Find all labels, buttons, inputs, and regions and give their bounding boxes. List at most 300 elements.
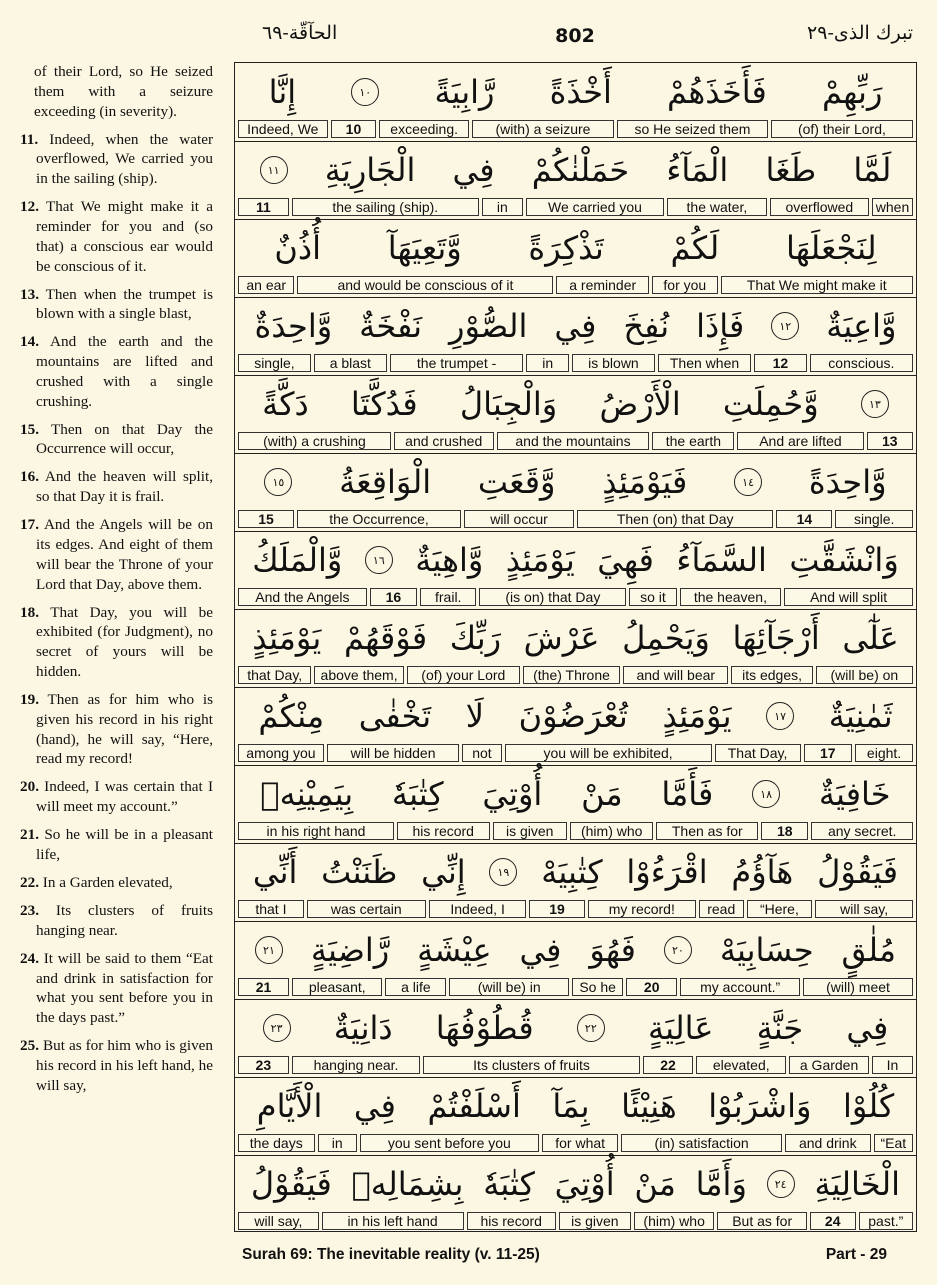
translation-column	[20, 62, 213, 1104]
arabic-word: تَخْفٰى	[358, 697, 432, 735]
arabic-word: بِيَمِيْنِهٖ	[260, 775, 354, 813]
arabic-word: إِنَّا	[268, 73, 297, 111]
english-line	[238, 120, 913, 138]
english-gloss: my record!	[588, 900, 696, 918]
arabic-word: وَّالْمَلَكُ	[252, 541, 343, 579]
ayah-marker-icon: ١٨	[752, 780, 780, 808]
english-gloss: will say,	[815, 900, 913, 918]
english-gloss: So he	[572, 978, 623, 996]
arabic-word: وَّتَعِيَهَآ	[387, 229, 462, 267]
english-gloss: (will) meet	[803, 978, 913, 996]
english-gloss: that I	[238, 900, 304, 918]
verse-translation	[20, 62, 213, 121]
arabic-line	[235, 999, 916, 1057]
arabic-word: هَنِيْئًا	[621, 1087, 677, 1125]
verse-text: And the Angels will be on its edges. And eight of them will bear the Throne of your Lord that Day, above them.	[36, 516, 213, 593]
arabic-word: فَيَقُوْلُ	[250, 1165, 332, 1203]
english-gloss: 24	[810, 1212, 856, 1230]
arabic-line	[235, 1077, 916, 1135]
ayah-marker-icon: ١٣	[861, 390, 889, 418]
english-line	[238, 822, 913, 840]
arabic-line	[235, 765, 916, 823]
english-gloss: Then (on) that Day	[577, 510, 773, 528]
english-gloss: And will split	[784, 588, 913, 606]
arabic-line	[235, 63, 916, 121]
english-gloss: and the mountains	[497, 432, 650, 450]
english-gloss: not	[462, 744, 501, 762]
english-gloss: you sent before you	[360, 1134, 539, 1152]
arabic-word: عَرْشَ	[523, 619, 600, 657]
english-line	[238, 432, 913, 450]
arabic-line	[235, 921, 916, 979]
verse-number: 21.	[20, 826, 39, 844]
verse-text: Indeed, when the water overflowed, We carried you in the sailing (ship).	[36, 130, 214, 188]
arabic-word: فَإِذَا	[696, 307, 745, 345]
english-gloss: is given	[559, 1212, 631, 1230]
english-line	[238, 588, 913, 606]
english-gloss: 22	[643, 1056, 694, 1074]
part-footer: Part - 29	[825, 1246, 887, 1263]
arabic-word: كِتٰبَهٗ	[483, 1165, 535, 1203]
verse-number: 12.	[20, 198, 39, 216]
english-gloss: an ear	[238, 276, 294, 294]
english-gloss: hanging near.	[292, 1056, 421, 1074]
english-gloss: 12	[754, 354, 807, 372]
english-line	[238, 276, 913, 294]
english-gloss: In	[872, 1056, 913, 1074]
english-gloss: a life	[385, 978, 446, 996]
arabic-word: نُفِخَ	[623, 307, 670, 345]
english-gloss: (will be) in	[449, 978, 569, 996]
english-line	[238, 1056, 913, 1074]
arabic-word: وَالْجِبَالُ	[459, 385, 558, 423]
arabic-word: وَّاعِيَةٌ	[826, 307, 897, 345]
english-gloss: And the Angels	[238, 588, 367, 606]
grid-row	[235, 765, 916, 844]
english-gloss: and would be conscious of it	[297, 276, 553, 294]
english-gloss: (with) a crushing	[238, 432, 391, 450]
arabic-word: خَافِيَةٌ	[818, 775, 891, 813]
english-line	[238, 1134, 913, 1152]
verse-translation	[20, 420, 213, 460]
verse-number: 20.	[20, 778, 39, 796]
english-gloss: And are lifted	[737, 432, 863, 450]
arabic-word: فَأَمَّا	[661, 775, 714, 813]
grid-row	[235, 63, 916, 142]
english-gloss: a blast	[314, 354, 387, 372]
english-gloss: (will be) on	[816, 666, 913, 684]
arabic-word: رَبِّكَ	[449, 619, 502, 657]
english-gloss: Then as for	[656, 822, 758, 840]
english-gloss: 10	[331, 120, 377, 138]
arabic-word: الْأَرْضُ	[599, 385, 681, 423]
english-line	[238, 198, 913, 216]
english-gloss: his record	[467, 1212, 556, 1230]
arabic-word: إِنِّي	[421, 853, 466, 891]
english-gloss: among you	[238, 744, 324, 762]
verse-translation	[20, 873, 213, 893]
verse-number: 24.	[20, 949, 39, 967]
grid-row	[235, 843, 916, 922]
verse-number: 18.	[20, 603, 39, 621]
arabic-word: كِتٰبَهٗ	[391, 775, 444, 813]
english-gloss: “Here,	[747, 900, 813, 918]
english-gloss: you will be exhibited,	[505, 744, 712, 762]
arabic-word: وَّاحِدَةٌ	[254, 307, 333, 345]
english-gloss: and crushed	[394, 432, 494, 450]
verse-translation	[20, 777, 213, 817]
english-gloss: and will bear	[623, 666, 728, 684]
verse-number: 15.	[20, 420, 39, 438]
verse-translation	[20, 467, 213, 507]
ayah-marker-icon: ٢٢	[577, 1014, 605, 1042]
english-gloss: (him) who	[570, 822, 654, 840]
english-gloss: the Occurrence,	[297, 510, 461, 528]
grid-row	[235, 609, 916, 688]
arabic-word: وَانْشَقَّتِ	[789, 541, 899, 579]
arabic-word: وَّاهِيَةٌ	[415, 541, 484, 579]
arabic-word: الصُّوْرِ	[449, 307, 528, 345]
arabic-word: الْجَارِيَةِ	[324, 151, 416, 189]
english-gloss: 13	[867, 432, 913, 450]
arabic-line	[235, 1155, 916, 1213]
arabic-word: وَّحُمِلَتِ	[722, 385, 819, 423]
arabic-word: مُلٰقٍ	[841, 931, 896, 969]
english-gloss: so it	[629, 588, 676, 606]
english-gloss: the sailing (ship).	[292, 198, 479, 216]
verse-number: 14.	[20, 333, 39, 351]
english-gloss: 16	[370, 588, 417, 606]
english-gloss: (with) a seizure	[472, 120, 614, 138]
grid-row	[235, 531, 916, 610]
verse-text: That We might make it a reminder for you and (so that) a conscious ear would be conscious of it.	[36, 198, 213, 275]
arabic-word: مَنْ	[634, 1165, 676, 1203]
english-gloss: read	[699, 900, 744, 918]
english-gloss: elevated,	[696, 1056, 786, 1074]
grid-row	[235, 219, 916, 298]
english-gloss: 18	[761, 822, 808, 840]
arabic-word: السَّمَآءُ	[676, 541, 767, 579]
grid-row	[235, 999, 916, 1078]
arabic-word: وَيَحْمِلُ	[622, 619, 710, 657]
english-gloss: in his left hand	[322, 1212, 464, 1230]
arabic-line	[235, 687, 916, 745]
arabic-word: كُلُوْا	[842, 1087, 895, 1125]
verse-translation	[20, 690, 213, 769]
verse-text: Then on that Day the Occurrence will occur,	[36, 420, 213, 458]
verse-text: of their Lord, so He seized them with a seizure exceeding (in severity).	[34, 63, 213, 120]
arabic-line	[235, 453, 916, 511]
word-by-word-grid	[234, 62, 917, 1232]
english-gloss: the days	[238, 1134, 315, 1152]
arabic-word: مَنْ	[581, 775, 623, 813]
arabic-word: كِتٰبِيَهْ	[541, 853, 603, 891]
arabic-word: مِنْكُمْ	[258, 697, 325, 735]
english-line	[238, 978, 913, 996]
english-gloss: is given	[493, 822, 567, 840]
verse-translation	[20, 515, 213, 594]
verse-number: 17.	[20, 516, 39, 534]
arabic-word: لَا	[465, 697, 484, 735]
english-gloss: Then when	[658, 354, 751, 372]
verse-text: It will be said to them “Eat and drink in satisfaction for what you sent before you in the days past.”	[36, 949, 213, 1027]
english-gloss: (in) satisfaction	[621, 1134, 781, 1152]
arabic-word: هَآؤُمُ	[731, 853, 794, 891]
arabic-word: فَهِيَ	[597, 541, 654, 579]
english-gloss: the trumpet -	[390, 354, 524, 372]
arabic-line	[235, 219, 916, 277]
verse-text: And the heaven will split, so that Day it is frail.	[36, 468, 213, 506]
grid-row	[235, 687, 916, 766]
verse-text: Its clusters of fruits hanging near.	[36, 901, 214, 939]
arabic-line	[235, 609, 916, 667]
english-gloss: 23	[238, 1056, 289, 1074]
verse-number: 23.	[20, 901, 39, 919]
english-gloss: in his right hand	[238, 822, 394, 840]
english-gloss: (the) Throne	[523, 666, 620, 684]
english-gloss: Indeed, We	[238, 120, 328, 138]
verse-translation	[20, 1036, 213, 1095]
english-gloss: exceeding.	[379, 120, 469, 138]
arabic-word: رَّابِيَةً	[434, 73, 495, 111]
arabic-word: أُذُنٌ	[274, 229, 321, 267]
arabic-word: أُوْتِيَ	[554, 1165, 615, 1203]
ayah-marker-icon: ١٩	[489, 858, 517, 886]
english-gloss: eight.	[855, 744, 913, 762]
arabic-word: وَّقَعَتِ	[477, 463, 556, 501]
english-gloss: Indeed, I	[429, 900, 527, 918]
english-gloss: any secret.	[811, 822, 913, 840]
verse-translation	[20, 332, 213, 411]
english-gloss: overflowed	[770, 198, 869, 216]
verse-number: 13.	[20, 285, 39, 303]
verse-text: Then when the trumpet is blown with a single blast,	[36, 285, 213, 323]
verse-translation	[20, 197, 213, 276]
arabic-line	[235, 531, 916, 589]
english-gloss: “Eat	[874, 1134, 913, 1152]
arabic-word: حَمَلْنٰكُمْ	[531, 151, 630, 189]
english-gloss: is blown	[572, 354, 655, 372]
arabic-word: لَكُمْ	[670, 229, 720, 267]
ayah-marker-icon: ١٧	[766, 702, 794, 730]
english-line	[238, 510, 913, 528]
arabic-word: عَالِيَةٍ	[648, 1009, 714, 1047]
arabic-word: فِي	[519, 931, 562, 969]
surah-name: الحآقّة-٦٩	[262, 22, 338, 44]
arabic-word: وَاشْرَبُوْا	[708, 1087, 812, 1125]
english-gloss: That We might make it	[721, 276, 913, 294]
english-line	[238, 1212, 913, 1230]
arabic-word: جَنَّةٍ	[756, 1009, 804, 1047]
arabic-word: يَوْمَئِذٍ	[252, 619, 322, 657]
verse-number: 25.	[20, 1037, 39, 1055]
arabic-word: أُوْتِيَ	[482, 775, 543, 813]
english-gloss: conscious.	[810, 354, 913, 372]
arabic-word: فِي	[554, 307, 597, 345]
ayah-marker-icon: ٢٠	[664, 936, 692, 964]
english-gloss: the heaven,	[680, 588, 782, 606]
english-gloss: above them,	[314, 666, 403, 684]
english-gloss: 17	[804, 744, 853, 762]
ayah-marker-icon: ١٦	[365, 546, 393, 574]
english-gloss: (him) who	[634, 1212, 715, 1230]
english-gloss: will say,	[238, 1212, 319, 1230]
ayah-marker-icon: ١١	[260, 156, 288, 184]
arabic-word: فِي	[353, 1087, 396, 1125]
verse-translation	[20, 603, 213, 682]
arabic-line	[235, 141, 916, 199]
ayah-marker-icon: ١٥	[264, 468, 292, 496]
ayah-marker-icon: ٢٤	[767, 1170, 795, 1198]
english-gloss: 15	[238, 510, 294, 528]
english-gloss: single.	[835, 510, 913, 528]
english-gloss: frail.	[420, 588, 476, 606]
arabic-word: عَلٰٓى	[842, 619, 899, 657]
english-gloss: 11	[238, 198, 289, 216]
arabic-word: قُطُوْفُهَا	[435, 1009, 534, 1047]
english-gloss: in	[526, 354, 569, 372]
arabic-word: ثَمٰنِيَةٌ	[828, 697, 893, 735]
arabic-word: فَدُكَّتَا	[350, 385, 418, 423]
arabic-word: دَكَّةً	[262, 385, 309, 423]
arabic-word: عِيْشَةٍ	[417, 931, 492, 969]
arabic-word: ظَنَنْتُ	[321, 853, 398, 891]
english-gloss: for what	[542, 1134, 619, 1152]
arabic-word: تَذْكِرَةً	[528, 229, 604, 267]
english-gloss: 20	[626, 978, 677, 996]
english-gloss: will be hidden	[327, 744, 459, 762]
arabic-word: فِي	[452, 151, 495, 189]
verse-number: 16.	[20, 468, 39, 486]
arabic-word: دَانِيَةٌ	[333, 1009, 393, 1047]
grid-row	[235, 1155, 916, 1233]
ayah-marker-icon: ١٤	[734, 468, 762, 496]
english-gloss: past.”	[859, 1212, 913, 1230]
arabic-line	[235, 375, 916, 433]
english-gloss: We carried you	[526, 198, 664, 216]
arabic-word: نَفْخَةٌ	[359, 307, 423, 345]
english-gloss: (is on) that Day	[479, 588, 626, 606]
ayah-marker-icon: ١٢	[771, 312, 799, 340]
arabic-word: أَسْلَفْتُمْ	[427, 1087, 521, 1125]
arabic-word: فَأَخَذَهُمْ	[667, 73, 767, 111]
english-gloss: so He seized them	[617, 120, 768, 138]
english-line	[238, 744, 913, 762]
arabic-word: لِنَجْعَلَهَا	[785, 229, 877, 267]
arabic-word: أَخْذَةً	[549, 73, 612, 111]
english-gloss: But as for	[717, 1212, 806, 1230]
arabic-word: تُعْرَضُوْنَ	[518, 697, 628, 735]
verse-text: But as for him who is given his record in his left hand, he will say,	[36, 1037, 213, 1094]
verse-number: 22.	[20, 873, 39, 891]
english-gloss: (of) their Lord,	[771, 120, 913, 138]
arabic-line	[235, 297, 916, 355]
grid-row	[235, 453, 916, 532]
arabic-word: فَوْقَهُمْ	[343, 619, 428, 657]
juz-name: تبرك الذى-٢٩	[807, 22, 913, 44]
arabic-word: وَّاحِدَةً	[808, 463, 887, 501]
arabic-word: فَهُوَ	[589, 931, 636, 969]
verse-translation	[20, 901, 213, 941]
arabic-word: الْمَآءُ	[666, 151, 729, 189]
arabic-word: أَرْجَآئِهَا	[732, 619, 820, 657]
arabic-word: يَوْمَئِذٍ	[662, 697, 732, 735]
english-gloss: was certain	[307, 900, 426, 918]
verse-text: That Day, you will be exhibited (for Judgment), no secret of yours will be hidden.	[36, 603, 213, 681]
english-gloss: a reminder	[556, 276, 649, 294]
arabic-word: أَنِّي	[252, 853, 298, 891]
arabic-word: يَوْمَئِذٍ	[505, 541, 575, 579]
english-gloss: a Garden	[789, 1056, 869, 1074]
arabic-word: فِي	[846, 1009, 889, 1047]
english-line	[238, 666, 913, 684]
arabic-word: وَأَمَّا	[695, 1165, 747, 1203]
surah-footer: Surah 69: The inevitable reality (v. 11-25)	[242, 1246, 540, 1263]
verse-text: Then as for him who is given his record in his right (hand), he will say, “Here, read my record!	[36, 691, 213, 768]
verse-translation	[20, 825, 213, 865]
arabic-word: رَبِّهِمْ	[822, 73, 883, 111]
english-gloss: That Day,	[715, 744, 801, 762]
english-gloss: will occur	[464, 510, 574, 528]
english-gloss: in	[318, 1134, 357, 1152]
arabic-word: فَيَوْمَئِذٍ	[602, 463, 688, 501]
english-gloss: pleasant,	[292, 978, 382, 996]
verse-text: In a Garden elevated,	[42, 873, 173, 891]
arabic-word: الْأَيَّامِ	[256, 1087, 323, 1125]
arabic-word: فَيَقُوْلُ	[817, 853, 899, 891]
english-gloss: its edges,	[731, 666, 812, 684]
arabic-word: رَّاضِيَةٍ	[310, 931, 390, 969]
english-gloss: his record	[397, 822, 490, 840]
ayah-marker-icon: ٢١	[255, 936, 283, 964]
ayah-marker-icon: ١٠	[351, 78, 379, 106]
grid-row	[235, 141, 916, 220]
verse-number: 19.	[20, 691, 39, 708]
verse-translation	[20, 130, 213, 189]
english-gloss: in	[482, 198, 523, 216]
verse-translation	[20, 949, 213, 1028]
grid-row	[235, 297, 916, 376]
verse-translation	[20, 285, 213, 325]
english-gloss: 21	[238, 978, 289, 996]
english-gloss: 14	[776, 510, 832, 528]
grid-row	[235, 921, 916, 1000]
english-gloss: Its clusters of fruits	[423, 1056, 639, 1074]
arabic-word: بِمَآ	[552, 1087, 590, 1125]
english-gloss: the water,	[667, 198, 766, 216]
arabic-word: لَمَّا	[853, 151, 892, 189]
arabic-word: اقْرَءُوْا	[626, 853, 708, 891]
english-line	[238, 900, 913, 918]
arabic-word: بِشِمَالِهٖ	[351, 1165, 464, 1203]
grid-row	[235, 1077, 916, 1156]
verse-text: So he will be in a pleasant life,	[36, 826, 214, 863]
english-gloss: my account.”	[680, 978, 800, 996]
english-gloss: single,	[238, 354, 311, 372]
english-gloss: that Day,	[238, 666, 311, 684]
english-line	[238, 354, 913, 372]
arabic-word: الْخَالِيَةِ	[814, 1165, 901, 1203]
english-gloss: (of) your Lord	[407, 666, 520, 684]
grid-row	[235, 375, 916, 454]
verse-text: Indeed, I was certain that I will meet my account.”	[36, 778, 213, 816]
verse-text: And the earth and the mountains are lifted and crushed with a single crushing.	[36, 333, 213, 410]
arabic-line	[235, 843, 916, 901]
english-gloss: the earth	[652, 432, 734, 450]
english-gloss: 19	[529, 900, 584, 918]
arabic-word: طَغَا	[765, 151, 817, 189]
english-gloss: for you	[652, 276, 717, 294]
